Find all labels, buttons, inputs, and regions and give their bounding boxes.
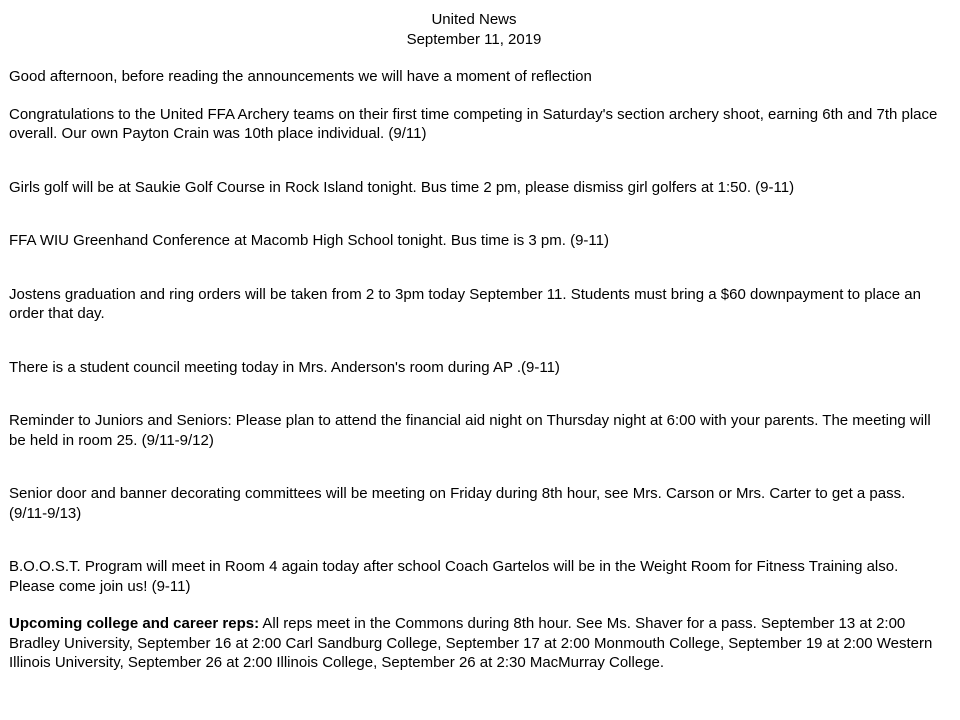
document-header: [9, 10, 939, 49]
announcement-financial-aid: Reminder to Juniors and Seniors: Please plan to attend the financial aid night on Thursday night at 6:00 with your parents. The meeting will be held in room 25. (9/11-9/12): [9, 412, 931, 449]
announcement-college-reps: [9, 614, 939, 673]
announcement-ffa-conference: FFA WIU Greenhand Conference at Macomb High School tonight. Bus time is 3 pm. (9-11): [9, 232, 609, 249]
announcement-jostens: Jostens graduation and ring orders will be taken from 2 to 3pm today September 11. Students must bring a $60 downpayment to place an order that day.: [9, 285, 921, 322]
college-reps-body: All reps meet in the Commons during 8th hour. See Ms. Shaver for a pass. September 13 at 2:00 Bradley University, September 16 at 2:00 Carl Sandburg College, September 17 at 2:00 Monmouth College, September 19 at 2:00 Western Illinois University, September 26 at 2:00 Illinois College, September 26 at 2:30 MacMurray College.: [9, 615, 933, 671]
announcement-student-council: There is a student council meeting today in Mrs. Anderson's room during AP .(9-11): [9, 358, 560, 376]
document-title: United News: [431, 11, 517, 28]
announcement-reflection: Good afternoon, before reading the announcements we will have a moment of reflection: [9, 68, 592, 85]
announcement-golf: Girls golf will be at Saukie Golf Course in Rock Island tonight. Bus time 2 pm, please dismiss girl golfers at 1:50. (9-11): [9, 178, 795, 196]
announcement-senior-decorating: Senior door and banner decorating committees will be meeting on Friday during 8th hour, see Mrs. Carson or Mrs. Carter to get a pass. (9/11-9/13): [9, 485, 906, 522]
college-reps-heading: Upcoming college and career reps:: [9, 615, 260, 632]
announcement-archery: Congratulations to the United FFA Archery teams on their first time competing in Saturday's section archery shoot, earning 6th and 7th place overall. Our own Payton Crain was 10th place individual. (9/11): [9, 105, 938, 142]
document-date: September 11, 2019: [406, 30, 542, 48]
announcement-boost: B.O.O.S.T. Program will meet in Room 4 again today after school Coach Gartelos will be in the Weight Room for Fitness Training also. Please come join us! (9-11): [9, 558, 899, 595]
